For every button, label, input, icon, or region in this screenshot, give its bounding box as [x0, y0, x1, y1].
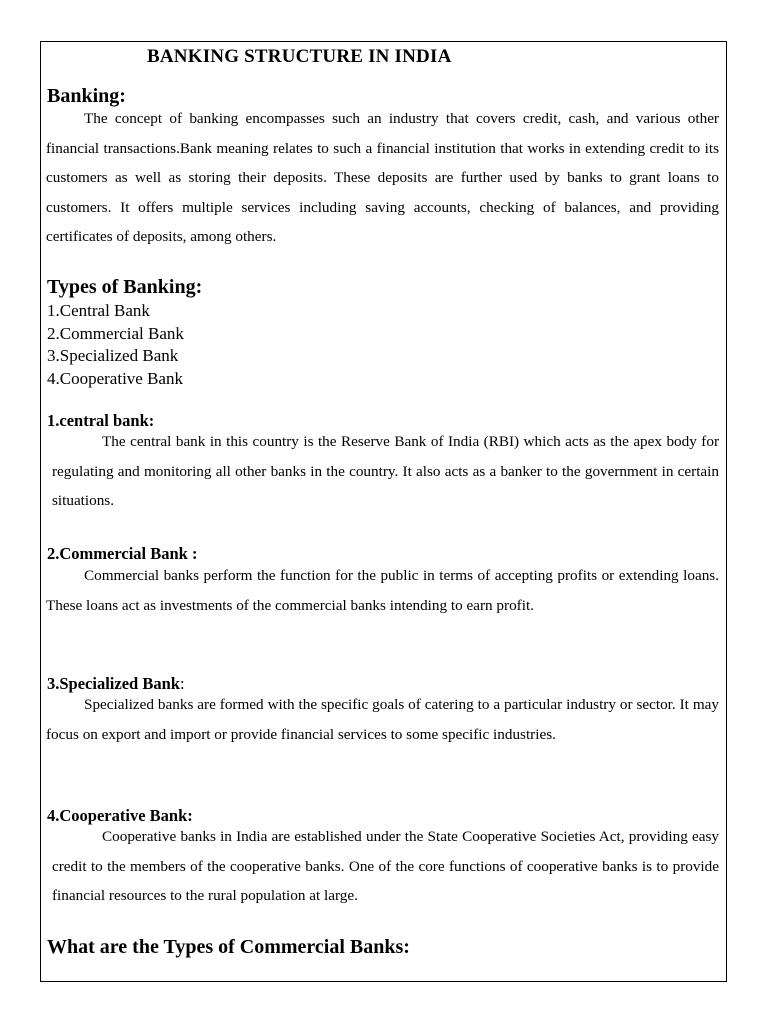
types-heading: Types of Banking: [47, 276, 203, 298]
list-item: 1.Central Bank [47, 301, 150, 320]
list-item: 4.Cooperative Bank [47, 368, 183, 388]
banking-paragraph: The concept of banking encompasses such an industry that covers credit, cash, and various other financial transactions.Bank meaning relates to such a financial institution that works in extending credit to its customers as well as storing their deposits. These deposits are further used by banks to grant loans to customers. It offers multiple services including saving accounts, checking of balances, and providing certificates of deposits, among others. [46, 110, 719, 245]
central-bank-paragraph: The central bank in this country is the Reserve Bank of India (RBI) which acts as the apex body for regulating and monitoring all other banks in the country. It also acts as a banker to the government in certain situations. [52, 433, 719, 509]
list-item: 3.Specialized Bank [47, 346, 179, 365]
cooperative-bank-paragraph: Cooperative banks in India are established under the State Cooperative Societies Act, providing easy credit to the members of the cooperative banks. One of the core functions of cooperative banks is to provide financial resources to the rural population at large. [52, 828, 719, 904]
central-bank-heading: 1.central bank: [47, 411, 155, 430]
specialized-bank-paragraph: Specialized banks are formed with the specific goals of catering to a particular industry or sector. It may focus on export and import or provide financial services to some specific industries. [46, 696, 719, 743]
commercial-bank-paragraph: Commercial banks perform the function for the public in terms of accepting profits or extending loans. These loans act as investments of the commercial banks intending to earn profit. [46, 567, 719, 614]
cooperative-bank-heading: 4.Cooperative Bank: [47, 806, 193, 825]
commercial-bank-heading: 2.Commercial Bank : [47, 544, 198, 563]
commercial-types-heading: What are the Types of Commercial Banks: [47, 936, 410, 958]
list-item: 2.Commercial Bank [47, 323, 184, 343]
specialized-bank-heading-text: 3.Specialized Bank [47, 674, 180, 693]
document-title: BANKING STRUCTURE IN INDIA [147, 46, 452, 67]
types-list [47, 300, 184, 390]
specialized-bank-heading-colon: : [179, 674, 185, 693]
banking-heading: Banking: [47, 85, 126, 107]
